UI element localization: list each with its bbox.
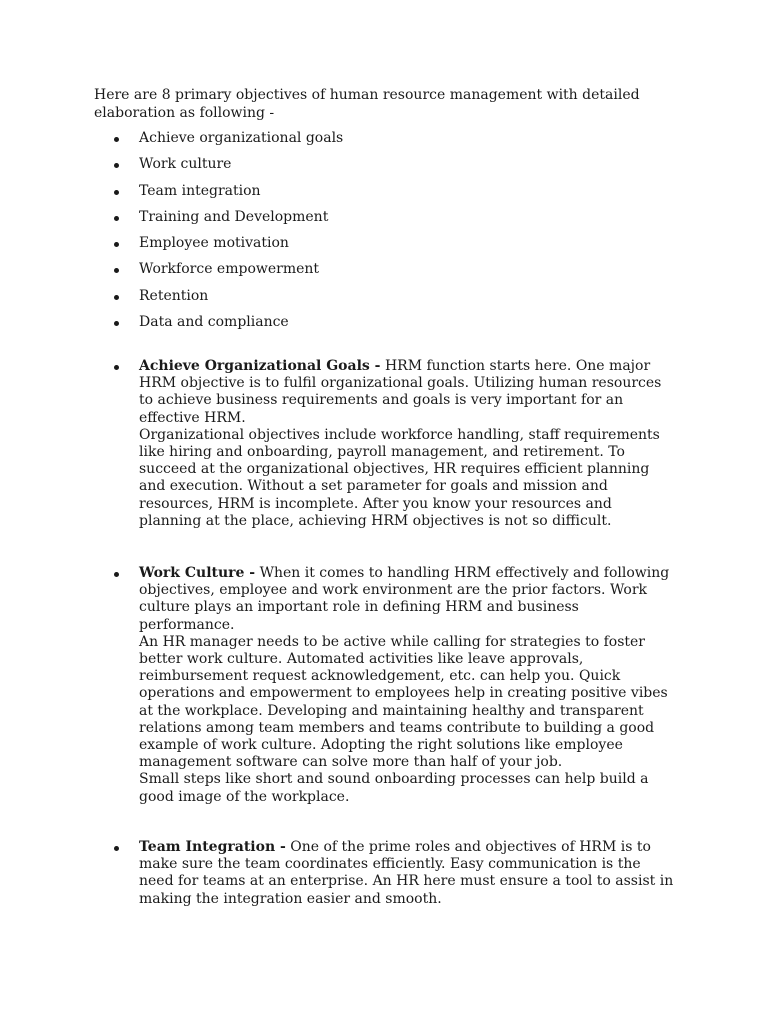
list-item: Training and Development [114, 209, 343, 235]
section-heading: Work Culture - [139, 565, 256, 581]
list-item: Retention [114, 288, 343, 314]
bullet-icon [114, 321, 119, 326]
bullet-icon [114, 268, 119, 273]
bullet-icon [114, 137, 119, 142]
section-paragraph: HRM function starts here. One major HRM objective is to fulfil organizational goals. Utilizing human resources to achieve business requirements and goals is very important for an effective HRM. [139, 358, 662, 426]
list-item: Employee motivation [114, 235, 343, 261]
bullet-icon [114, 846, 119, 851]
list-item: Data and compliance [114, 314, 343, 340]
section-heading: Achieve Organizational Goals - [139, 358, 381, 374]
section-paragraph: Small steps like short and sound onboarding processes can help build a good image of the workplace. [139, 771, 649, 805]
section-organizational-goals [114, 358, 674, 530]
bullet-icon [114, 295, 119, 300]
bullet-icon [114, 572, 119, 577]
bullet-icon [114, 365, 119, 370]
list-item: Workforce empowerment [114, 261, 343, 287]
list-item: Team integration [114, 183, 343, 209]
objectives-list [114, 130, 343, 340]
intro-paragraph: Here are 8 primary objectives of human resource management with detailed elaboration as following - [94, 87, 640, 121]
bullet-icon [114, 216, 119, 221]
list-item: Work culture [114, 156, 343, 182]
bullet-icon [114, 242, 119, 247]
section-paragraph: When it comes to handling HRM effectively and following objectives, employee and work environment are the prior factors. Work culture plays an important role in defining HRM and business performance. [139, 565, 670, 633]
section-team-integration [114, 839, 674, 908]
section-paragraph: One of the prime roles and objectives of HRM is to make sure the team coordinates efficiently. Easy communication is the need for teams at an enterprise. An HR here must ensure a tool to assist in making the integration easier and smooth. [139, 839, 674, 907]
bullet-icon [114, 163, 119, 168]
list-item: Achieve organizational goals [114, 130, 343, 156]
section-heading: Team Integration - [139, 839, 286, 855]
section-work-culture [114, 565, 674, 806]
bullet-icon [114, 190, 119, 195]
section-paragraph: An HR manager needs to be active while calling for strategies to foster better work culture. Automated activities like leave approvals, reimbursement request acknowledgement, etc. can help you. Quick operations and empowerment to employees help in creating positive vibes at the workplace. Developing and maintaining healthy and transparent relations among team members and teams contribute to building a good example of work culture. Adopting the right solutions like employee management software can solve more than half of your job. [139, 633, 668, 771]
section-paragraph: Organizational objectives include workforce handling, staff requirements like hiring and onboarding, payroll management, and retirement. To succeed at the organizational objectives, HR requires efficient planning and execution. Without a set parameter for goals and mission and resources, HRM is incomplete. After you know your resources and planning at the place, achieving HRM objectives is not so difficult. [139, 426, 660, 529]
